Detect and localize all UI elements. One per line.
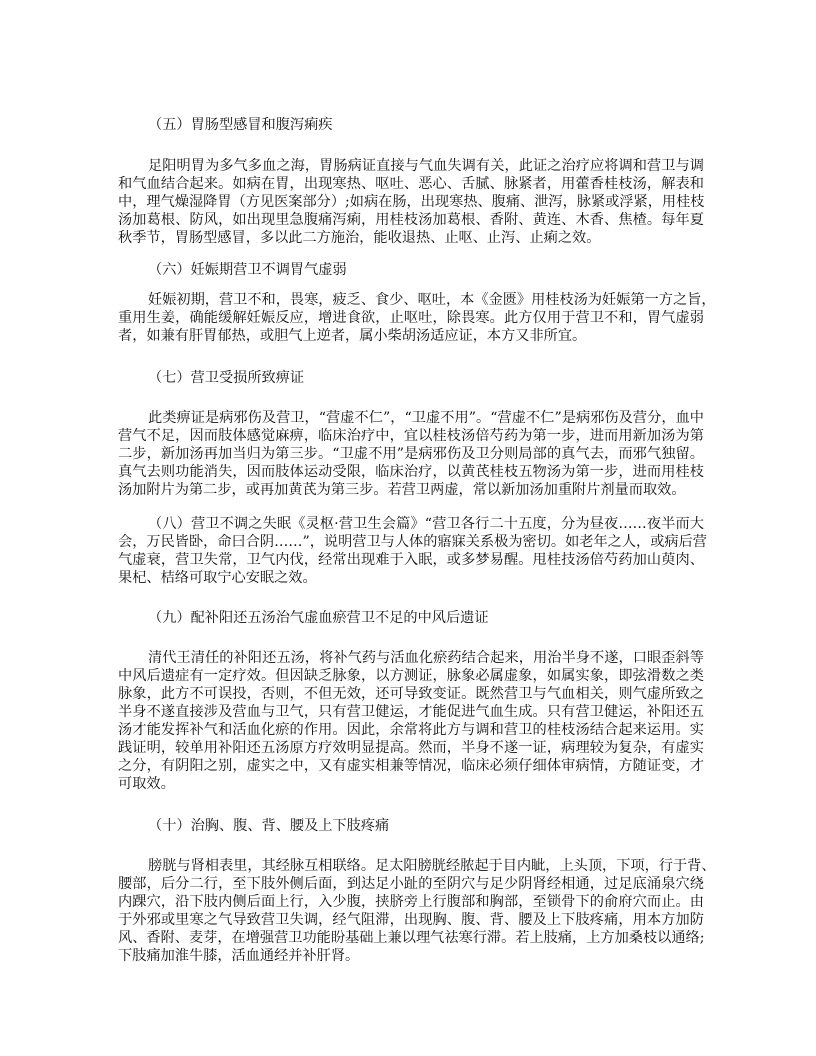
paragraph-line: 践证明，较单用补阳还五汤原方疗效明显提高。然而，半身不遂一证，病理较为复杂，有虚实 bbox=[118, 740, 704, 756]
paragraph-line: 汤加附片为第二步，或再加黄芪为第三步。若营卫两虚，常以新加汤加重附片剂量而取效。 bbox=[118, 482, 686, 498]
paragraph-line: 重用生姜，确能缓解妊娠反应，增进食欲，止呕吐，除畏寒。此方仅用于营卫不和，胃气虚弱 bbox=[118, 310, 704, 326]
paragraph-line: 膀胱与肾相表里，其经脉互相联络。足太阳膀胱经脓起于目内眦，上头顶，下项，行于背、 bbox=[148, 858, 716, 874]
paragraph bbox=[118, 409, 704, 499]
paragraph bbox=[118, 649, 704, 793]
section-heading bbox=[118, 817, 704, 835]
paragraph-line: 清代王清任的补阳还五汤，将补气药与活血化瘀药结合起来，用治半身不遂，口眼歪斜等 bbox=[148, 650, 704, 666]
paragraph-line: 脉象，此方不可误投，否则，不但无效，还可导致变证。既然营卫与气血相关，则气虚所致之 bbox=[118, 686, 704, 702]
paragraph-line: 内踝穴，沿下肢内侧后面上行，入少腹，挟脐旁上行腹部和胸部，至锁骨下的俞府穴而止。由 bbox=[118, 894, 704, 910]
heading-text: （九）配补阳还五汤治气虚血瘀营卫不足的中风后遗证 bbox=[148, 610, 489, 626]
paragraph-line: 腰部，后分二行，至下肢外侧后面，到达足小趾的至阴穴与足少阴肾经相通，过足底涌泉穴绕 bbox=[118, 876, 704, 892]
paragraph-line: 足阳明胃为多气多血之海，胃肠病证直接与气血失调有关，此证之治疗应将调和营卫与调 bbox=[148, 158, 704, 174]
paragraph-line: 者，如兼有肝胃郁热，或胆气上逆者，属小柴胡汤适应证，本方又非所宜。 bbox=[118, 328, 587, 344]
paragraph-line: 下肢痛加淮牛膝，活血通经并补肝肾。 bbox=[118, 948, 360, 964]
paragraph-line: 二步，新加汤再加当归为第三步。“卫虚不用”是病邪伤及卫分则局部的真气去，而邪气独留。 bbox=[118, 446, 704, 462]
paragraph-line: 此类痹证是病邪伤及营卫，“营虚不仁”，“卫虚不用”。“营虚不仁”是病邪伤及营分，血中 bbox=[148, 410, 704, 426]
paragraph-line: 妊娠初期，营卫不和，畏寒，疲乏、食少、呕吐，本《金匮》用桂枝汤为妊娠第一方之旨， bbox=[148, 292, 716, 308]
paragraph bbox=[118, 157, 704, 247]
paragraph-line: 中风后遗症有一定疗效。但因缺乏脉象，以方测证，脉象必属虚象，如属实象，即弦滑数之类 bbox=[118, 668, 704, 684]
heading-text: （五）胃肠型感冒和腹泻痢疾 bbox=[148, 117, 333, 133]
paragraph-line: 会，万民皆卧，命曰合阴……”，说明营卫与人体的寤寐关系极为密切。如老年之人，或病后营 bbox=[118, 534, 707, 550]
paragraph-line: 风、香附、麦芽，在增强营卫功能盼基础上兼以理气祛寒行滞。若上肢痛，上方加桑枝以通络; bbox=[118, 930, 705, 946]
paragraph-line: 半身不遂直接涉及营血与卫气，只有营卫健运，才能促进气血生成。只有营卫健运，补阳还五 bbox=[118, 704, 704, 720]
section-heading bbox=[118, 609, 704, 627]
paragraph-line: 于外邪或里寒之气导致营卫失调，经气阻滞，出现胸、腹、背、腰及上下肢疼痛，用本方加防 bbox=[118, 912, 704, 928]
paragraph-line: 汤加葛根、防风，如出现里急腹痛泻痢，用桂枝汤加葛根、香附、黄连、木香、焦楂。每年夏 bbox=[118, 212, 704, 228]
heading-text: （六）妊娠期营卫不调胃气虚弱 bbox=[148, 262, 347, 278]
paragraph-line: 气虚衰，营卫失常，卫气内伐，经常出现难于入眠，或多梦易醒。甩桂技汤倍芍药加山萸肉、 bbox=[118, 552, 704, 568]
heading-text: （十）治胸、腹、背、腰及上下肢疼痛 bbox=[148, 818, 390, 834]
paragraph-line: 可取效。 bbox=[118, 776, 175, 792]
section-heading bbox=[118, 261, 704, 279]
paragraph bbox=[118, 515, 707, 587]
section-heading bbox=[118, 116, 704, 134]
paragraph-line: 之分，有阴阳之别，虚实之中，又有虚实相兼等情况，临床必须仔细体审病情，方随证变，才 bbox=[118, 758, 704, 774]
paragraph-line: （八）营卫不调之失眠《灵枢·营卫生会篇》“营卫各行二十五度，分为昼夜……夜半而大 bbox=[148, 516, 704, 532]
paragraph-line: 真气去则功能消失，因而肢体运动受限，临床治疗，以黄芪桂枝五物汤为第一步，进而用桂枝 bbox=[118, 464, 704, 480]
paragraph-line: 中，理气燥湿降胃（方见医案部分）;如病在肠，出现寒热、腹痛、泄泻，脉紧或浮紧，用桂枝 bbox=[118, 194, 705, 210]
paragraph bbox=[118, 857, 716, 965]
paragraph-line: 营气不足，因而肢体感觉麻痹，临床治疗中，宜以桂枝汤倍芍药为第一步，进而用新加汤为第 bbox=[118, 428, 704, 444]
paragraph bbox=[118, 291, 716, 345]
paragraph-line: 果杞、桔络可取宁心安眠之效。 bbox=[118, 570, 317, 586]
heading-text: （七）营卫受损所致痹证 bbox=[148, 370, 305, 386]
paragraph-line: 汤才能发挥补气和活血化瘀的作用。因此，余常将此方与调和营卫的桂枝汤结合起来运用。实 bbox=[118, 722, 704, 738]
paragraph-line: 和气血结合起来。如病在胃，出现寒热、呕吐、恶心、舌腻、脉紧者，用藿香桂枝汤，解表和 bbox=[118, 176, 704, 192]
section-heading bbox=[118, 369, 704, 387]
paragraph-line: 秋季节，胃肠型感冒，多以此二方施治，能收退热、止呕、止泻、止痢之效。 bbox=[118, 230, 601, 246]
